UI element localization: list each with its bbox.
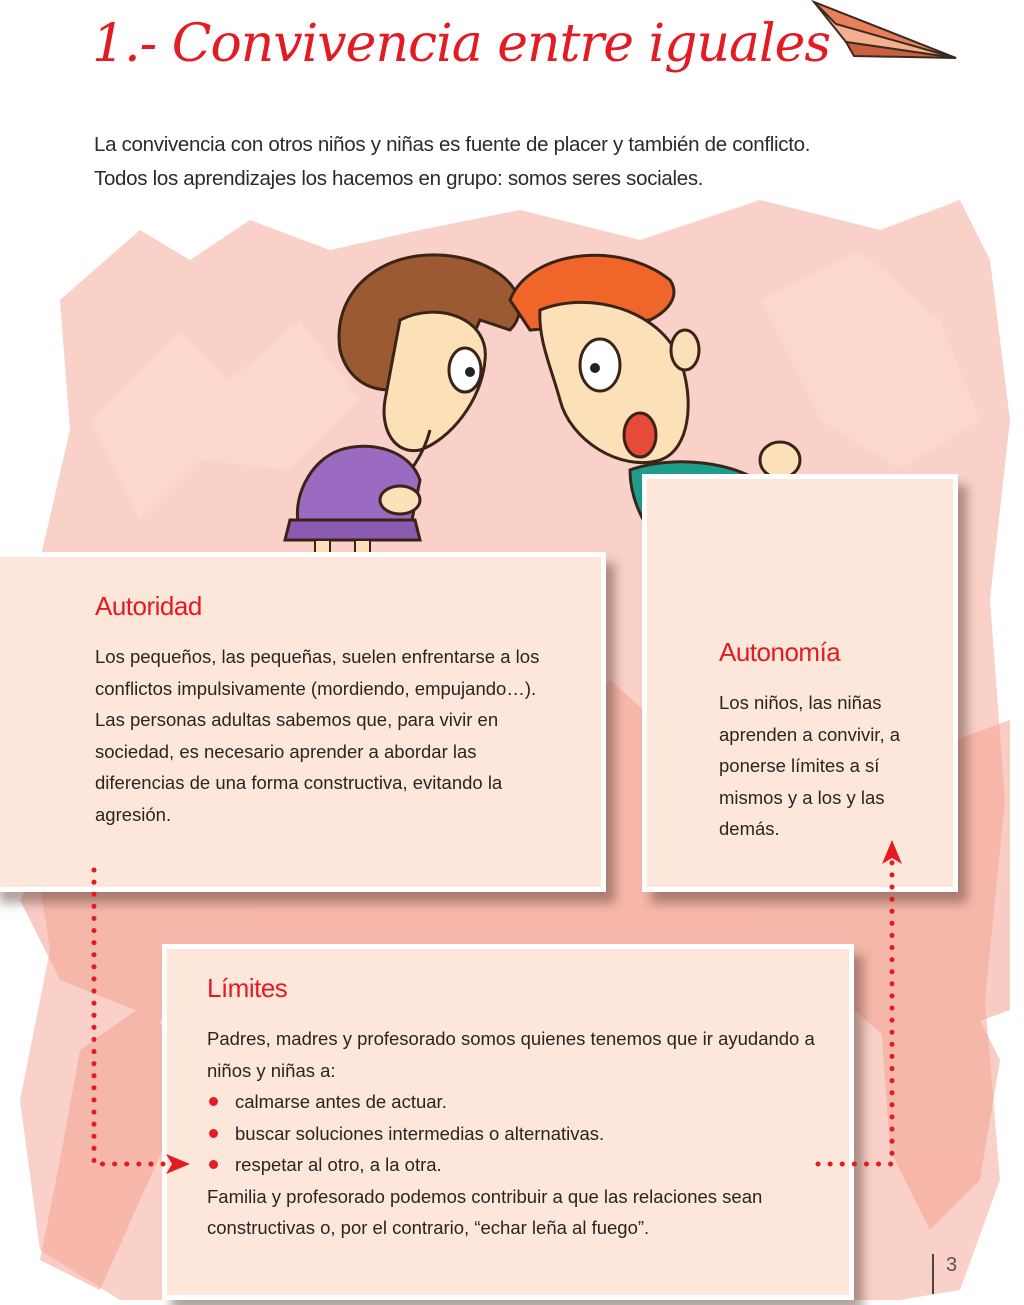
list-item — [207, 1149, 837, 1181]
bullet-icon — [209, 1129, 218, 1138]
autonomia-text — [719, 687, 929, 845]
limites-text — [207, 1023, 837, 1244]
girl-character — [285, 255, 520, 582]
autoridad-heading: Autoridad — [95, 591, 202, 621]
autoridad-paragraph-1: Los pequeños, las pequeñas, suelen enfrentarse a los conflictos impulsivamente (mordiendo, empujando…). — [95, 646, 540, 699]
limites-closing: Familia y profesorado podemos contribuir a que las relaciones sean constructivas o, por el contrario, “echar leña al fuego”. — [207, 1185, 763, 1238]
list-item-text: buscar soluciones intermedias o alternativas. — [235, 1122, 605, 1144]
limites-intro: Padres, madres y profesorado somos quienes tenemos que ir ayudando a niños y niñas a: — [207, 1028, 815, 1081]
limites-box — [162, 944, 854, 1300]
page-number: 3 — [946, 1254, 958, 1276]
bullet-icon — [209, 1097, 218, 1106]
list-item — [207, 1086, 837, 1118]
limites-heading: Límites — [207, 973, 288, 1003]
page-number-rule — [932, 1254, 934, 1294]
list-item-text: respetar al otro, a la otra. — [235, 1154, 442, 1175]
autonomia-box — [642, 474, 958, 892]
paper-plane-illustration — [806, 0, 966, 70]
autoridad-text — [95, 641, 565, 830]
intro-line-2: Todos los aprendizajes los hacemos en grupo: somos seres sociales. — [94, 167, 704, 190]
limites-list — [207, 1086, 837, 1181]
intro-paragraph — [94, 128, 914, 196]
page-title: 1.- Convivencia entre iguales — [92, 14, 831, 74]
autonomia-paragraph: Los niños, las niñas aprenden a convivir, a ponerse límites a sí mismos y a los y las demás. — [719, 692, 901, 839]
list-item — [207, 1118, 837, 1150]
intro-line-1: La convivencia con otros niños y niñas es fuente de placer y también de conflicto. — [94, 133, 811, 156]
autoridad-paragraph-2: Las personas adultas sabemos que, para vivir en sociedad, es necesario aprender a abordar las diferencias de una forma constructiva, evitando la agresión. — [95, 709, 503, 825]
list-item-text: calmarse antes de actuar. — [235, 1091, 447, 1112]
bullet-icon — [209, 1160, 218, 1169]
autoridad-box — [0, 552, 606, 892]
autonomia-heading: Autonomía — [719, 637, 841, 667]
